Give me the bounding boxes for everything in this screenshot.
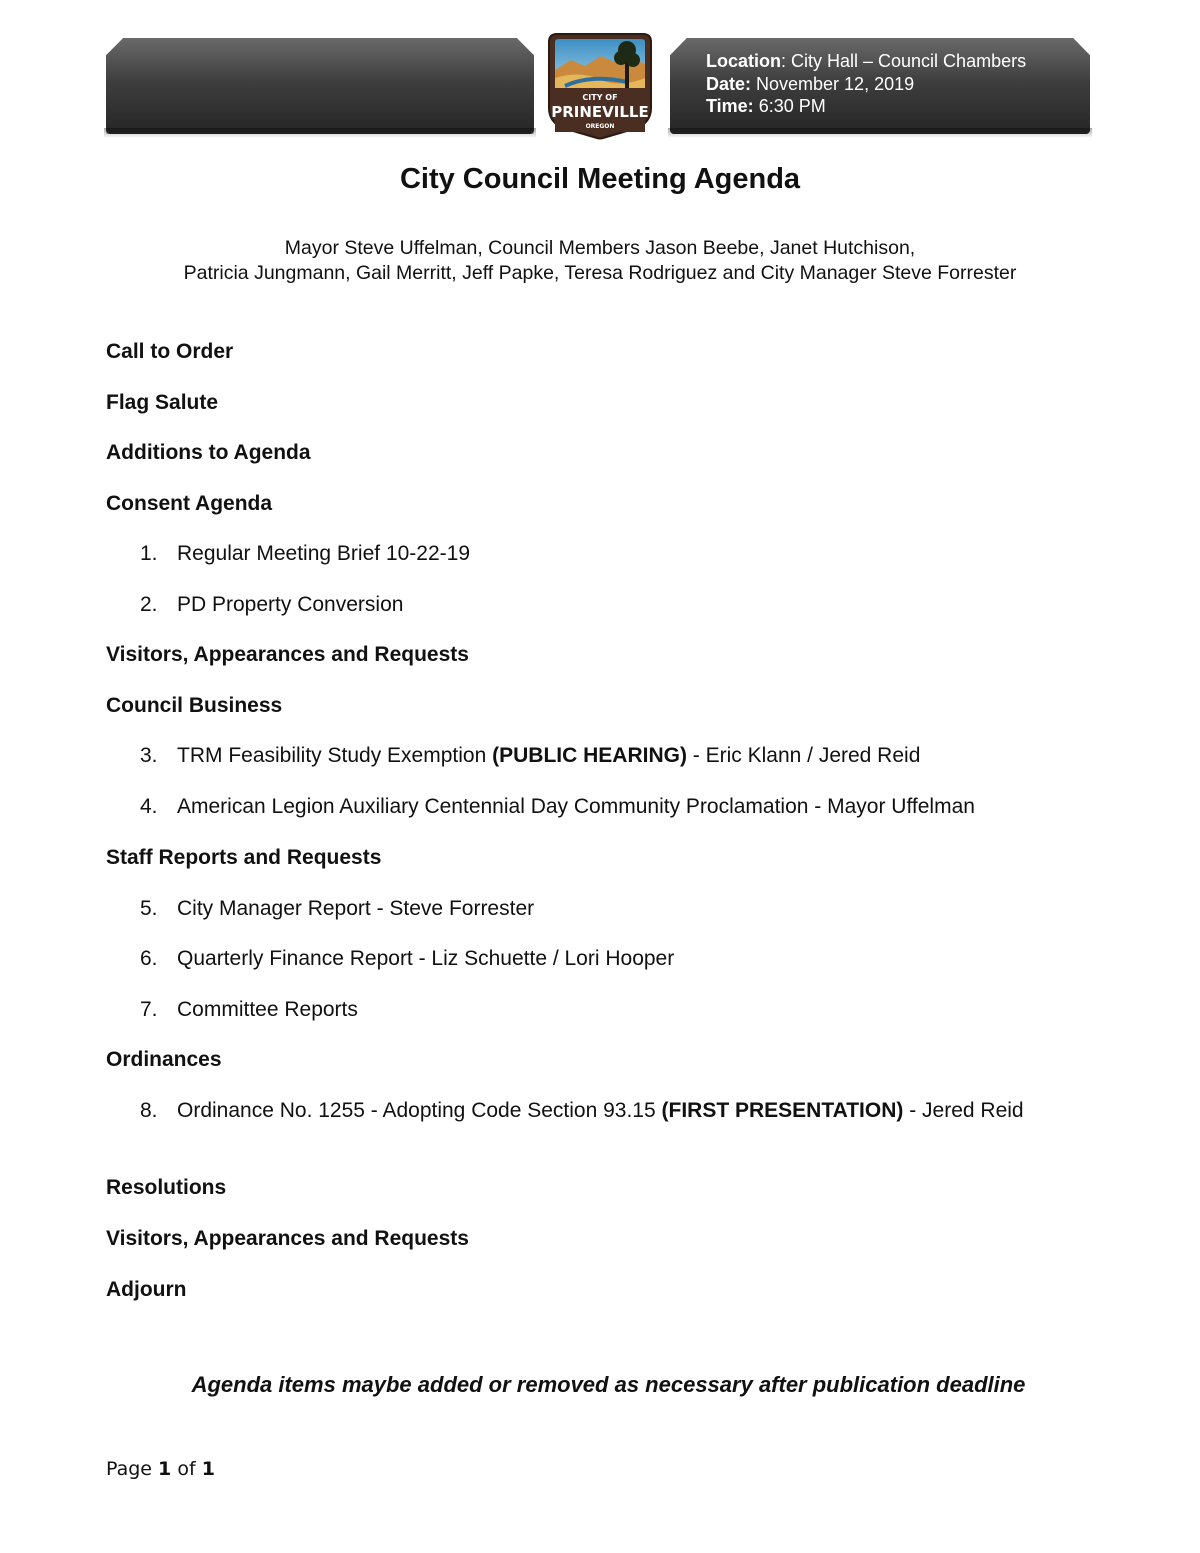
- section-adjourn: Adjourn: [106, 1278, 187, 1301]
- item-text: American Legion Auxiliary Centennial Day Community Proclamation - Mayor Uffelman: [177, 795, 975, 818]
- item-text: Ordinance No. 1255 - Adopting Code Section 93.15: [177, 1099, 662, 1122]
- section-ordinances: Ordinances: [106, 1048, 222, 1071]
- item-number: 7.: [140, 998, 158, 1021]
- meeting-time: Time: 6:30 PM: [706, 96, 826, 116]
- section-visitors: Visitors, Appearances and Requests: [106, 643, 469, 666]
- section-staff-reports: Staff Reports and Requests: [106, 846, 382, 869]
- item-text: PD Property Conversion: [177, 593, 404, 616]
- section-visitors-2: Visitors, Appearances and Requests: [106, 1227, 469, 1250]
- item-presenter: - Eric Klann / Jered Reid: [686, 744, 921, 767]
- item-number: 4.: [140, 795, 158, 818]
- item-text: Regular Meeting Brief 10-22-19: [177, 542, 470, 565]
- agenda-item-1: [140, 542, 470, 566]
- item-text: Quarterly Finance Report - Liz Schuette / Lori Hooper: [177, 947, 675, 970]
- logo-text-line3: OREGON: [585, 123, 615, 130]
- meeting-meta: [706, 50, 1026, 118]
- item-text: City Manager Report - Steve Forrester: [177, 897, 535, 920]
- agenda-item-5: [140, 897, 534, 921]
- section-call-to-order: Call to Order: [106, 340, 234, 363]
- item-tag: (PUBLIC HEARING): [492, 744, 687, 767]
- item-number: 3.: [140, 744, 158, 767]
- item-number: 1.: [140, 542, 158, 565]
- item-tag: (FIRST PRESENTATION): [661, 1099, 904, 1122]
- section-consent-agenda: Consent Agenda: [106, 492, 273, 515]
- city-logo: [541, 30, 659, 140]
- item-number: 8.: [140, 1099, 158, 1122]
- council-members-line1: Mayor Steve Uffelman, Council Members Jason Beebe, Janet Hutchison,: [284, 237, 916, 259]
- meeting-location: Location: City Hall – Council Chambers: [706, 51, 1027, 71]
- page-title: City Council Meeting Agenda: [399, 163, 801, 195]
- council-members: [0, 236, 1200, 286]
- agenda-item-4: [140, 795, 975, 819]
- item-number: 5.: [140, 897, 158, 920]
- meeting-date: Date: November 12, 2019: [706, 73, 915, 94]
- section-additions: Additions to Agenda: [106, 441, 311, 464]
- agenda-item-8: [140, 1097, 1100, 1124]
- section-council-business: Council Business: [106, 694, 283, 717]
- agenda-item-6: [140, 947, 674, 971]
- banner-shadow: [104, 128, 536, 138]
- header-banner-left: [106, 38, 534, 134]
- section-flag-salute: Flag Salute: [106, 391, 219, 414]
- agenda-item-2: [140, 593, 403, 617]
- agenda-item-7: [140, 998, 358, 1022]
- item-number: 6.: [140, 947, 158, 970]
- agenda-item-3: [140, 744, 920, 768]
- section-resolutions: Resolutions: [106, 1176, 227, 1199]
- item-presenter: - Jered Reid: [903, 1099, 1024, 1122]
- agenda-notice: Agenda items maybe added or removed as necessary after publication deadline: [191, 1372, 1026, 1397]
- item-number: 2.: [140, 593, 158, 616]
- council-members-line2: Patricia Jungmann, Gail Merritt, Jeff Papke, Teresa Rodriguez and City Manager Steve Forrester: [183, 262, 1017, 284]
- logo-text-line1: CITY OF: [582, 93, 618, 102]
- page-number: Page 1 of 1: [106, 1458, 215, 1480]
- banner-shadow: [668, 128, 1092, 138]
- item-text: TRM Feasibility Study Exemption: [177, 744, 493, 767]
- item-text: Committee Reports: [177, 998, 358, 1021]
- logo-text-line2: PRINEVILLE: [551, 103, 649, 121]
